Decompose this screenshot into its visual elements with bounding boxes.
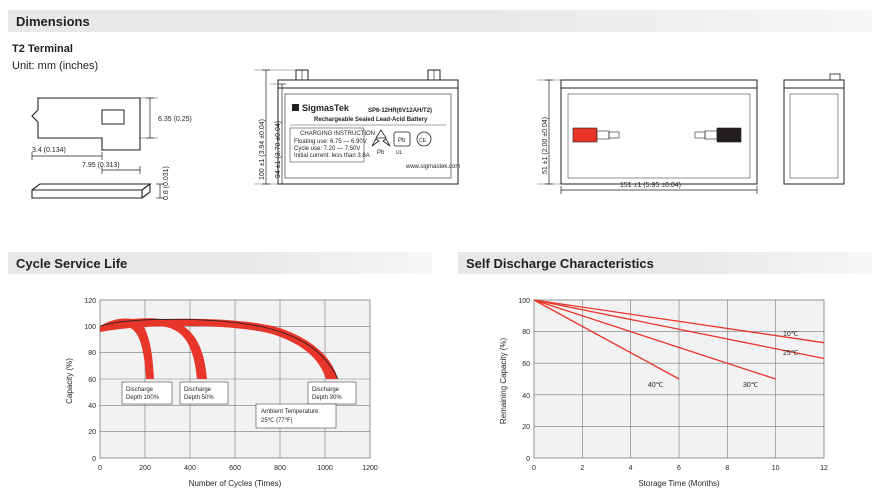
svg-text:Depth 100%: Depth 100% (126, 395, 160, 401)
dim-thickness-label: 0.8 (0.031) (163, 166, 170, 200)
svg-text:0: 0 (98, 465, 102, 472)
svg-text:100: 100 (518, 298, 530, 305)
svg-text:80: 80 (522, 329, 530, 336)
annotation-depth-50 (180, 382, 228, 404)
label-ul-mark: UL (396, 150, 403, 156)
svg-text:60: 60 (522, 361, 530, 368)
positive-terminal-icon (573, 128, 597, 142)
svg-text:6: 6 (677, 465, 681, 472)
svg-text:800: 800 (274, 465, 286, 472)
svg-text:Depth 30%: Depth 30% (312, 395, 342, 401)
label-type: Rechargeable Sealed Lead-Acid Battery (314, 117, 428, 123)
dim-body-height-label: 94 ±1 (3.70 ±0.04) (275, 120, 282, 178)
label-charging-line-3: Initial current: less than 3.6A (294, 153, 370, 159)
svg-text:Discharge: Discharge (184, 387, 212, 393)
svg-text:20: 20 (522, 424, 530, 431)
svg-text:600: 600 (229, 465, 241, 472)
svg-text:60: 60 (88, 377, 96, 384)
legend-10c: 10℃ (783, 331, 799, 338)
battery-side-view (525, 62, 775, 197)
svg-text:120: 120 (84, 298, 96, 305)
legend-25c: 25℃ (783, 350, 799, 357)
terminal-drawing (10, 80, 220, 230)
legend-30c: 30℃ (743, 382, 759, 389)
selfdischarge-xlabel: Storage Time (Months) (638, 479, 720, 488)
section-header-cycle (8, 252, 432, 274)
dim-total-height-label: 100 ±1 (3.94 ±0.04) (259, 118, 266, 180)
svg-text:40: 40 (522, 393, 530, 400)
svg-text:400: 400 (184, 465, 196, 472)
dim-height-label: 6.35 (0.25) (158, 116, 192, 123)
label-mark-pb-2: Pb (398, 138, 406, 144)
svg-text:2: 2 (580, 465, 585, 472)
svg-text:Discharge: Discharge (126, 387, 154, 393)
svg-text:20: 20 (88, 429, 96, 436)
annotation-depth-100 (122, 382, 172, 404)
svg-text:Ambient Temperature:: Ambient Temperature: (261, 409, 320, 415)
label-website: www.sigmastek.com (406, 164, 461, 170)
svg-text:12: 12 (820, 465, 828, 472)
label-brand: SigmasTek (302, 103, 349, 113)
svg-text:1000: 1000 (317, 465, 333, 472)
svg-text:Discharge: Discharge (312, 387, 340, 393)
terminal-title: T2 Terminal (12, 43, 73, 55)
section-title-selfdischarge: Self Discharge Characteristics (466, 255, 654, 271)
svg-text:0: 0 (92, 456, 96, 463)
svg-text:0: 0 (532, 465, 536, 472)
dim-side-depth-label: 51 ±1 (2.00 ±0.04) (542, 116, 549, 174)
svg-text:25℃ (77℉): 25℃ (77℉) (261, 418, 293, 424)
dim-base-width-label: 7.95 (0.313) (82, 162, 120, 169)
legend-40c: 40℃ (648, 382, 664, 389)
section-title-dimensions: Dimensions (16, 13, 90, 29)
svg-text:0: 0 (526, 456, 530, 463)
annotation-depth-30 (308, 382, 356, 404)
annotation-ambient-temp (256, 404, 336, 428)
dim-side-width-label: 151 ±1 (5.95 ±0.04) (620, 182, 682, 189)
svg-text:200: 200 (139, 465, 151, 472)
label-charging-line-2: Cycle use: 7.20 — 7.50V (294, 146, 361, 152)
section-header-dimensions (8, 10, 872, 32)
svg-text:Depth 50%: Depth 50% (184, 395, 214, 401)
svg-text:8: 8 (725, 465, 730, 472)
label-charging-line-1: Floating use: 6.75 — 6.90V (294, 139, 367, 145)
cycle-service-life-chart (8, 286, 438, 491)
svg-text:40: 40 (88, 403, 96, 410)
section-header-selfdischarge (458, 252, 872, 274)
negative-terminal-icon (717, 128, 741, 142)
section-title-cycle: Cycle Service Life (16, 255, 128, 271)
svg-text:100: 100 (84, 324, 96, 331)
svg-text:10: 10 (771, 465, 780, 472)
battery-front-view (248, 62, 498, 197)
self-discharge-chart (458, 286, 878, 491)
battery-end-view (770, 62, 865, 197)
label-model: SP6-12HR(6V12AH/T2) (368, 108, 433, 114)
svg-text:4: 4 (628, 465, 633, 472)
cycle-xlabel: Number of Cycles (Times) (188, 479, 282, 488)
svg-text:CE: CE (419, 138, 426, 144)
label-mark-pb-1: Pb (377, 150, 385, 156)
svg-text:80: 80 (88, 350, 96, 357)
dim-left-width-label: 3.4 (0.134) (32, 147, 66, 154)
label-charging-title: CHARGING INSTRUCTION (300, 131, 375, 137)
selfdischarge-ylabel: Remaining Capacity (%) (499, 337, 508, 425)
cycle-ylabel: Capacity (%) (65, 358, 74, 404)
svg-text:1200: 1200 (362, 465, 378, 472)
unit-label: Unit: mm (inches) (12, 60, 99, 72)
